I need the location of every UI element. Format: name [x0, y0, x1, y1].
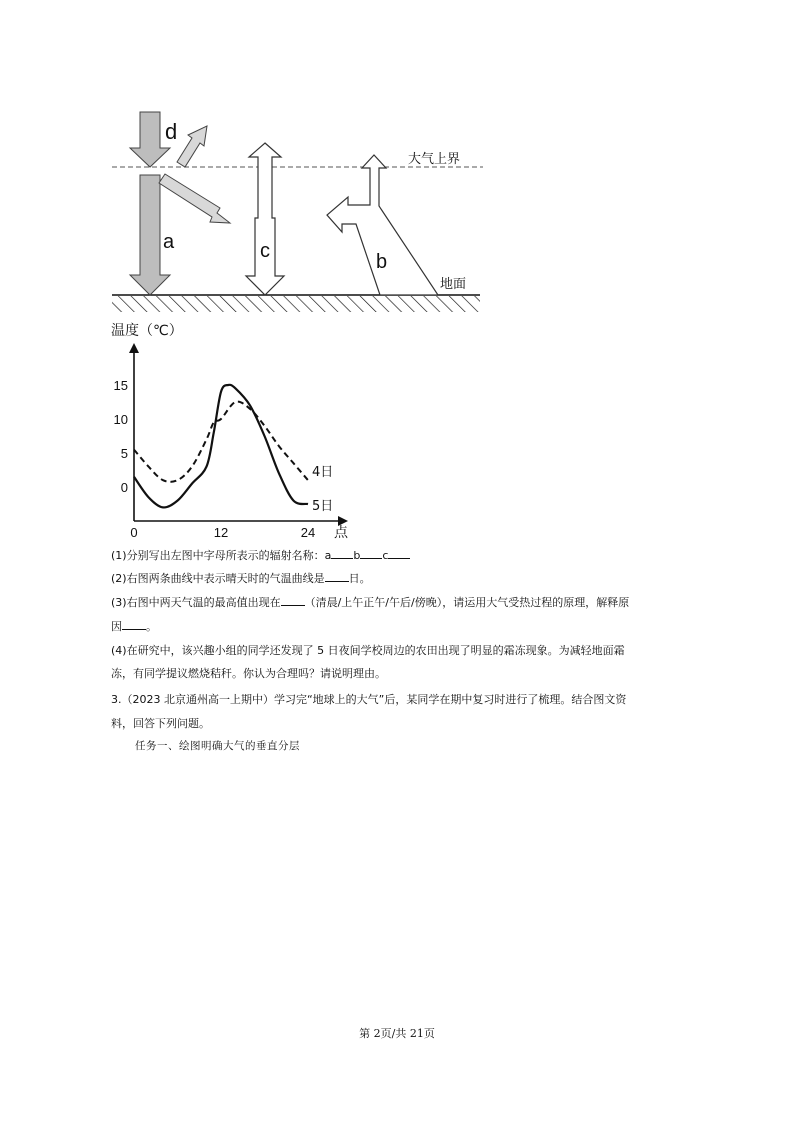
answer-blank-q3a[interactable] — [281, 593, 305, 606]
series-label: 5日 — [312, 499, 334, 514]
question-3-mid: （清晨/上午正午/午后/傍晚），请运用大气受热过程的原理，解释原 — [304, 596, 630, 609]
label-b: b — [376, 251, 388, 273]
question-4 — [111, 639, 691, 663]
x-axis-unit: 点 — [334, 525, 348, 541]
problem-3-line2 — [111, 712, 691, 736]
question-1-b: b — [353, 549, 361, 562]
question-2 — [111, 567, 691, 591]
label-d: d — [165, 119, 178, 144]
question-4-line2-text: 冻，有同学提议燃烧秸秆。你认为合理吗？请说明理由。 — [111, 667, 386, 680]
x-tick-label: 24 — [300, 525, 316, 540]
arrow-incoming-top — [130, 112, 170, 167]
y-axis-arrow — [129, 343, 139, 353]
answer-blank-a[interactable] — [331, 546, 353, 559]
question-1-c: c — [382, 549, 389, 562]
question-2-text: (2)右图两条曲线中表示晴天时的气温曲线是 — [111, 572, 325, 585]
series-line-4日 — [134, 402, 308, 482]
label-ground: 地面 — [440, 277, 467, 292]
ground-hatch — [112, 296, 480, 312]
series-line-5日 — [134, 385, 308, 508]
y-tick-label: 0 — [120, 480, 128, 495]
y-tick-label: 10 — [113, 412, 128, 427]
x-tick-label: 12 — [213, 525, 229, 540]
question-3-text: (3)右图中两天气温的最高值出现在 — [111, 596, 281, 609]
chart-ylabel: 温度（℃） — [111, 323, 183, 339]
page-footer: 第 2页/共 21页 — [359, 1027, 435, 1040]
arrow-scattered — [159, 174, 230, 223]
question-4-text: (4)在研究中，该兴趣小组的同学还发现了 5 日夜间学校周边的农田出现了明显的霜冻现象。为减轻地面霜 — [111, 644, 625, 657]
question-1 — [111, 544, 691, 568]
arrow-radiation-c — [246, 143, 284, 295]
question-4-line2 — [111, 662, 691, 686]
question-1-text: (1)分别写出左图中字母所表示的辐射名称：a — [111, 549, 332, 562]
question-3-line2-text: 因 — [111, 620, 122, 633]
problem-3-line2-text: 料，回答下列问题。 — [111, 717, 210, 730]
radiation-diagram — [100, 100, 490, 320]
problem-3-text: 3.（2023 北京通州高一上期中）学习完“地球上的大气”后，某同学在期中复习时进行了梳理。结合图文资 — [111, 693, 627, 706]
answer-blank-q3b[interactable] — [122, 617, 146, 630]
label-a: a — [163, 231, 175, 253]
answer-blank-q2[interactable] — [325, 569, 349, 582]
question-2-end: 日。 — [348, 572, 371, 585]
x-tick-label: 0 — [130, 525, 138, 540]
series-label: 4日 — [312, 465, 334, 481]
problem-3 — [111, 688, 691, 712]
y-tick-label: 15 — [113, 378, 128, 393]
task-1: 任务一、绘图明确大气的垂直分层 — [135, 740, 300, 752]
label-atmosphere-top: 大气上界 — [408, 152, 461, 167]
question-3-end: 。 — [146, 620, 157, 633]
answer-blank-c[interactable] — [388, 546, 410, 559]
question-3 — [111, 591, 691, 615]
temperature-chart — [100, 315, 370, 545]
arrow-radiation-b — [327, 155, 438, 295]
label-c: c — [260, 240, 270, 262]
y-tick-label: 5 — [120, 446, 128, 461]
question-3-line2 — [111, 615, 691, 639]
answer-blank-b[interactable] — [360, 546, 382, 559]
arrow-reflected-d — [177, 126, 207, 167]
